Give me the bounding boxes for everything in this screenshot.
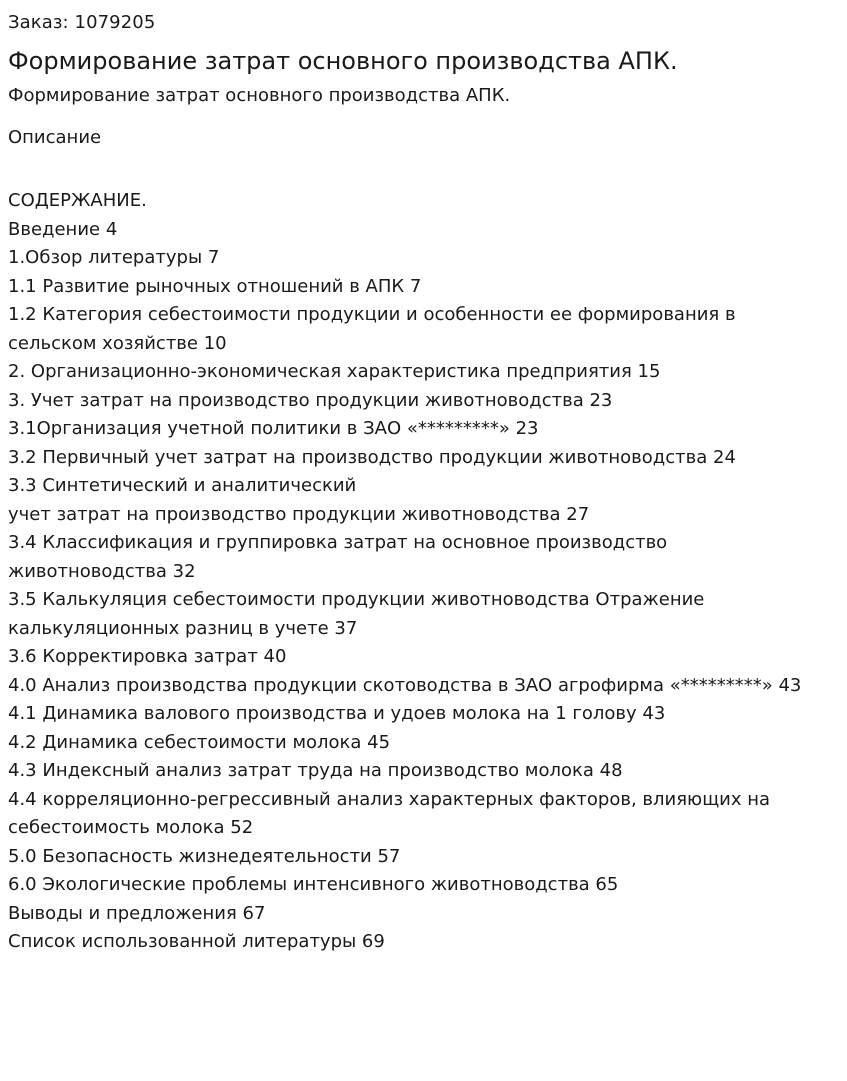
toc-item: 4.3 Индексный анализ затрат труда на производство молока 48 xyxy=(8,760,623,781)
toc-heading: СОДЕРЖАНИЕ. xyxy=(8,190,147,211)
toc-item: 4.0 Анализ производства продукции скотоводства в ЗАО агрофирма «*********» 43 xyxy=(8,674,802,696)
toc-item: 1.2 Категория себестоимости продукции и особенности ее формирования в сельском хозяйстве 10 xyxy=(8,304,736,354)
toc-item: 3.2 Первичный учет затрат на производство продукции животноводства 24 xyxy=(8,446,736,468)
page-subtitle: Формирование затрат основного производства АПК. xyxy=(8,85,511,106)
table-of-contents xyxy=(8,187,839,957)
toc-item: 3.6 Корректировка затрат 40 xyxy=(8,646,287,667)
toc-item: Список использованной литературы 69 xyxy=(8,931,385,952)
toc-item: 3.5 Калькуляция себестоимости продукции животноводства Отражение калькуляционных разниц в учете 37 xyxy=(8,589,705,639)
order-number: Заказ: 1079205 xyxy=(8,12,156,33)
toc-item: 3.3 Синтетический и аналитический xyxy=(8,475,357,496)
toc-item: Выводы и предложения 67 xyxy=(8,902,266,924)
toc-item: 3.1Организация учетной политики в ЗАО «*********» 23 xyxy=(8,418,539,439)
toc-item: 1.Обзор литературы 7 xyxy=(8,247,220,268)
toc-item: 6.0 Экологические проблемы интенсивного животноводства 65 xyxy=(8,874,619,895)
toc-item: 1.1 Развитие рыночных отношений в АПК 7 xyxy=(8,275,422,297)
toc-item: 4.4 корреляционно-регрессивный анализ характерных факторов, влияющих на себестоимость молока 52 xyxy=(8,788,771,838)
toc-item: учет затрат на производство продукции животноводства 27 xyxy=(8,503,590,525)
toc-item: 5.0 Безопасность жизнедеятельности 57 xyxy=(8,845,401,867)
toc-item: Введение 4 xyxy=(8,218,118,240)
page-title: Формирование затрат основного производства АПК. xyxy=(8,47,678,75)
toc-item: 4.2 Динамика себестоимости молока 45 xyxy=(8,731,391,753)
toc-item: 4.1 Динамика валового производства и удоев молока на 1 голову 43 xyxy=(8,703,666,724)
toc-item: 2. Организационно-экономическая характеристика предприятия 15 xyxy=(8,361,661,382)
toc-list xyxy=(8,216,828,957)
toc-item: 3.4 Классификация и группировка затрат на основное производство животноводства 32 xyxy=(8,532,668,582)
description-heading: Описание xyxy=(8,127,102,148)
toc-item: 3. Учет затрат на производство продукции животноводства 23 xyxy=(8,389,613,411)
